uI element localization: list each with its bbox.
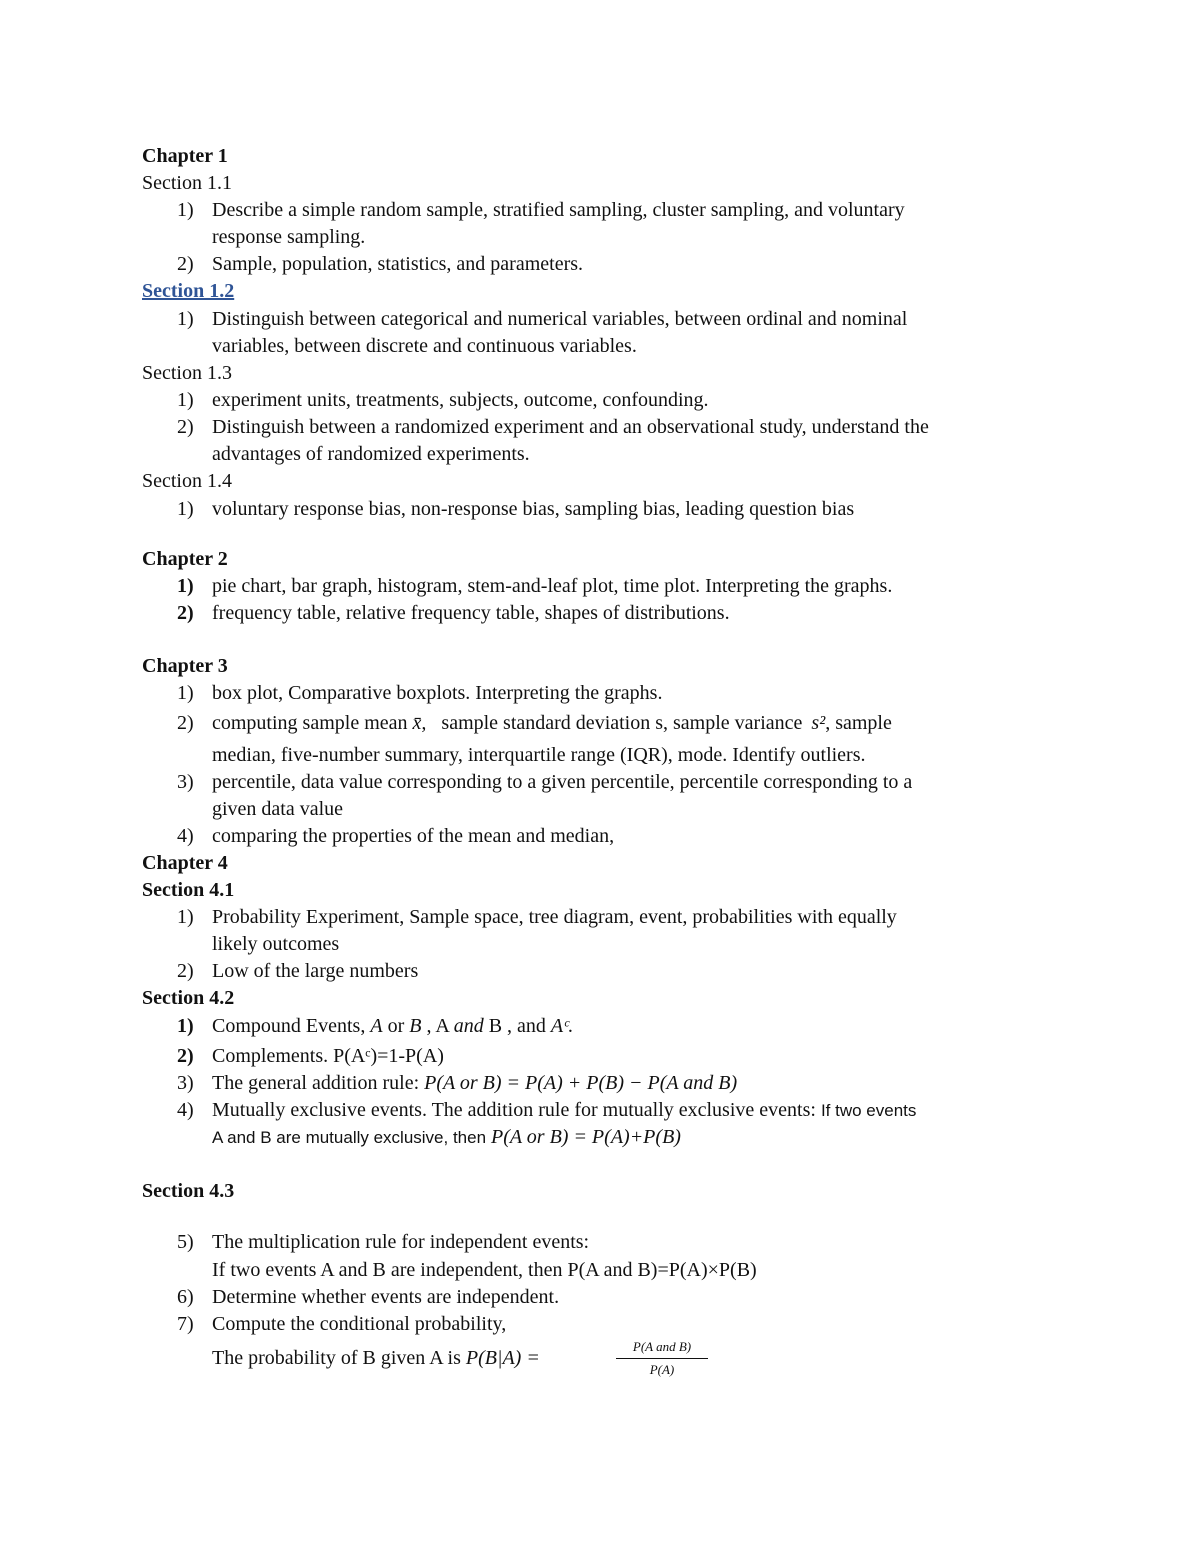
section-1-2-link[interactable]: Section 1.2	[142, 280, 235, 302]
text-run: or	[387, 1015, 405, 1037]
list-number: 7)	[177, 1313, 194, 1335]
chapter-4-heading: Chapter 4	[142, 852, 228, 874]
text-run: Compound Events,	[212, 1015, 366, 1037]
list-number: 1)	[177, 575, 194, 597]
list-item-cont: variables, between discrete and continuous variables.	[212, 335, 637, 357]
list-number: 1)	[177, 498, 194, 520]
fraction-denominator: P(A)	[649, 1362, 675, 1377]
list-item: Sample, population, statistics, and parameters.	[212, 253, 584, 275]
addition-rule-formula: P(A or B) = P(A) + P(B) − P(A and B)	[424, 1072, 738, 1094]
text-run: B , and	[488, 1015, 546, 1037]
list-item	[212, 1097, 916, 1124]
section-4-1-heading: Section 4.1	[142, 879, 235, 901]
list-item: percentile, data value corresponding to a given percentile, percentile corresponding to a	[212, 771, 913, 793]
list-item-cont: response sampling.	[212, 226, 366, 248]
chapter-2-heading: Chapter 2	[142, 548, 228, 570]
list-item	[212, 1070, 737, 1097]
list-item	[212, 1013, 573, 1040]
list-number: 3)	[177, 1072, 194, 1094]
text-run: The probability of B given A is	[212, 1347, 461, 1369]
list-item: comparing the properties of the mean and median,	[212, 825, 615, 847]
list-item: The multiplication rule for independent events:	[212, 1231, 590, 1253]
list-number: 2)	[177, 416, 194, 438]
list-item: pie chart, bar graph, histogram, stem-and-leaf plot, time plot. Interpreting the graphs.	[212, 575, 893, 597]
list-item: experiment units, treatments, subjects, outcome, confounding.	[212, 389, 709, 411]
math-symbol: A	[370, 1015, 383, 1037]
text-run: A and B are mutually exclusive, then	[212, 1128, 487, 1147]
list-number: 2)	[177, 712, 194, 734]
chapter-1-heading: Chapter 1	[142, 145, 228, 167]
section-1-1-heading: Section 1.1	[142, 172, 232, 194]
text-run: If two events	[820, 1101, 917, 1120]
list-item: voluntary response bias, non-response bias, sampling bias, leading question bias	[212, 498, 855, 520]
list-item: Describe a simple random sample, stratified sampling, cluster sampling, and voluntary	[212, 199, 905, 221]
section-4-3-heading: Section 4.3	[142, 1180, 235, 1202]
list-number: 2)	[177, 602, 194, 624]
list-number: 6)	[177, 1286, 194, 1308]
text-run: , sample	[825, 712, 892, 734]
list-item-cont: likely outcomes	[212, 933, 340, 955]
list-item-cont: advantages of randomized experiments.	[212, 443, 530, 465]
conditional-prob-lhs: P(B|A) =	[465, 1347, 540, 1369]
text-run: computing sample mean	[212, 712, 408, 734]
list-item: Probability Experiment, Sample space, tree diagram, event, probabilities with equally	[212, 906, 897, 928]
list-number: 2)	[177, 253, 194, 275]
list-item	[212, 1043, 444, 1070]
mutually-exclusive-formula: P(A or B) = P(A)+P(B)	[491, 1126, 681, 1148]
math-symbol: and	[453, 1015, 484, 1037]
list-number: 1)	[177, 682, 194, 704]
text-run: , A	[426, 1015, 449, 1037]
list-item: frequency table, relative frequency table, shapes of distributions.	[212, 602, 730, 624]
list-number: 3)	[177, 771, 194, 793]
list-item-cont	[212, 1345, 540, 1372]
list-number: 4)	[177, 1099, 194, 1121]
sample-mean-symbol: x̄,	[412, 712, 427, 734]
list-number: 1)	[177, 1015, 194, 1037]
list-item-cont	[212, 1124, 681, 1151]
fraction-numerator: P(A and B)	[632, 1339, 692, 1354]
list-item-cont: If two events A and B are independent, then P(A and B)=P(A)×P(B)	[212, 1259, 757, 1281]
list-item-cont: median, five-number summary, interquartile range (IQR), mode. Identify outliers.	[212, 744, 866, 766]
math-symbol: B	[409, 1015, 422, 1037]
list-number: 2)	[177, 960, 194, 982]
math-symbol: Aᶜ.	[550, 1015, 574, 1037]
text-run: sample standard deviation s, sample variance	[441, 712, 803, 734]
section-4-2-heading: Section 4.2	[142, 987, 235, 1009]
chapter-3-heading: Chapter 3	[142, 655, 228, 677]
text-run: The general addition rule:	[212, 1072, 420, 1094]
list-number: 2)	[177, 1045, 194, 1067]
list-item: Distinguish between a randomized experiment and an observational study, understand the	[212, 416, 929, 438]
section-1-3-heading: Section 1.3	[142, 362, 232, 384]
list-item: Low of the large numbers	[212, 960, 419, 982]
complement-formula: P(Aᶜ)=1-P(A)	[333, 1045, 444, 1067]
list-item: Distinguish between categorical and numerical variables, between ordinal and nominal	[212, 308, 908, 330]
list-item	[212, 710, 892, 737]
list-item: Compute the conditional probability,	[212, 1313, 507, 1335]
section-1-4-heading: Section 1.4	[142, 470, 232, 492]
list-item-cont: given data value	[212, 798, 344, 820]
text-run: Mutually exclusive events. The addition rule for mutually exclusive events:	[212, 1099, 816, 1121]
list-number: 5)	[177, 1231, 194, 1253]
list-item: Determine whether events are independent.	[212, 1286, 560, 1308]
list-number: 4)	[177, 825, 194, 847]
list-number: 1)	[177, 906, 194, 928]
list-number: 1)	[177, 389, 194, 411]
list-number: 1)	[177, 308, 194, 330]
text-run: Complements.	[212, 1045, 329, 1067]
fraction-bar	[616, 1358, 708, 1359]
sample-variance-symbol: s²	[811, 712, 826, 734]
list-number: 1)	[177, 199, 194, 221]
list-item: box plot, Comparative boxplots. Interpreting the graphs.	[212, 682, 663, 704]
